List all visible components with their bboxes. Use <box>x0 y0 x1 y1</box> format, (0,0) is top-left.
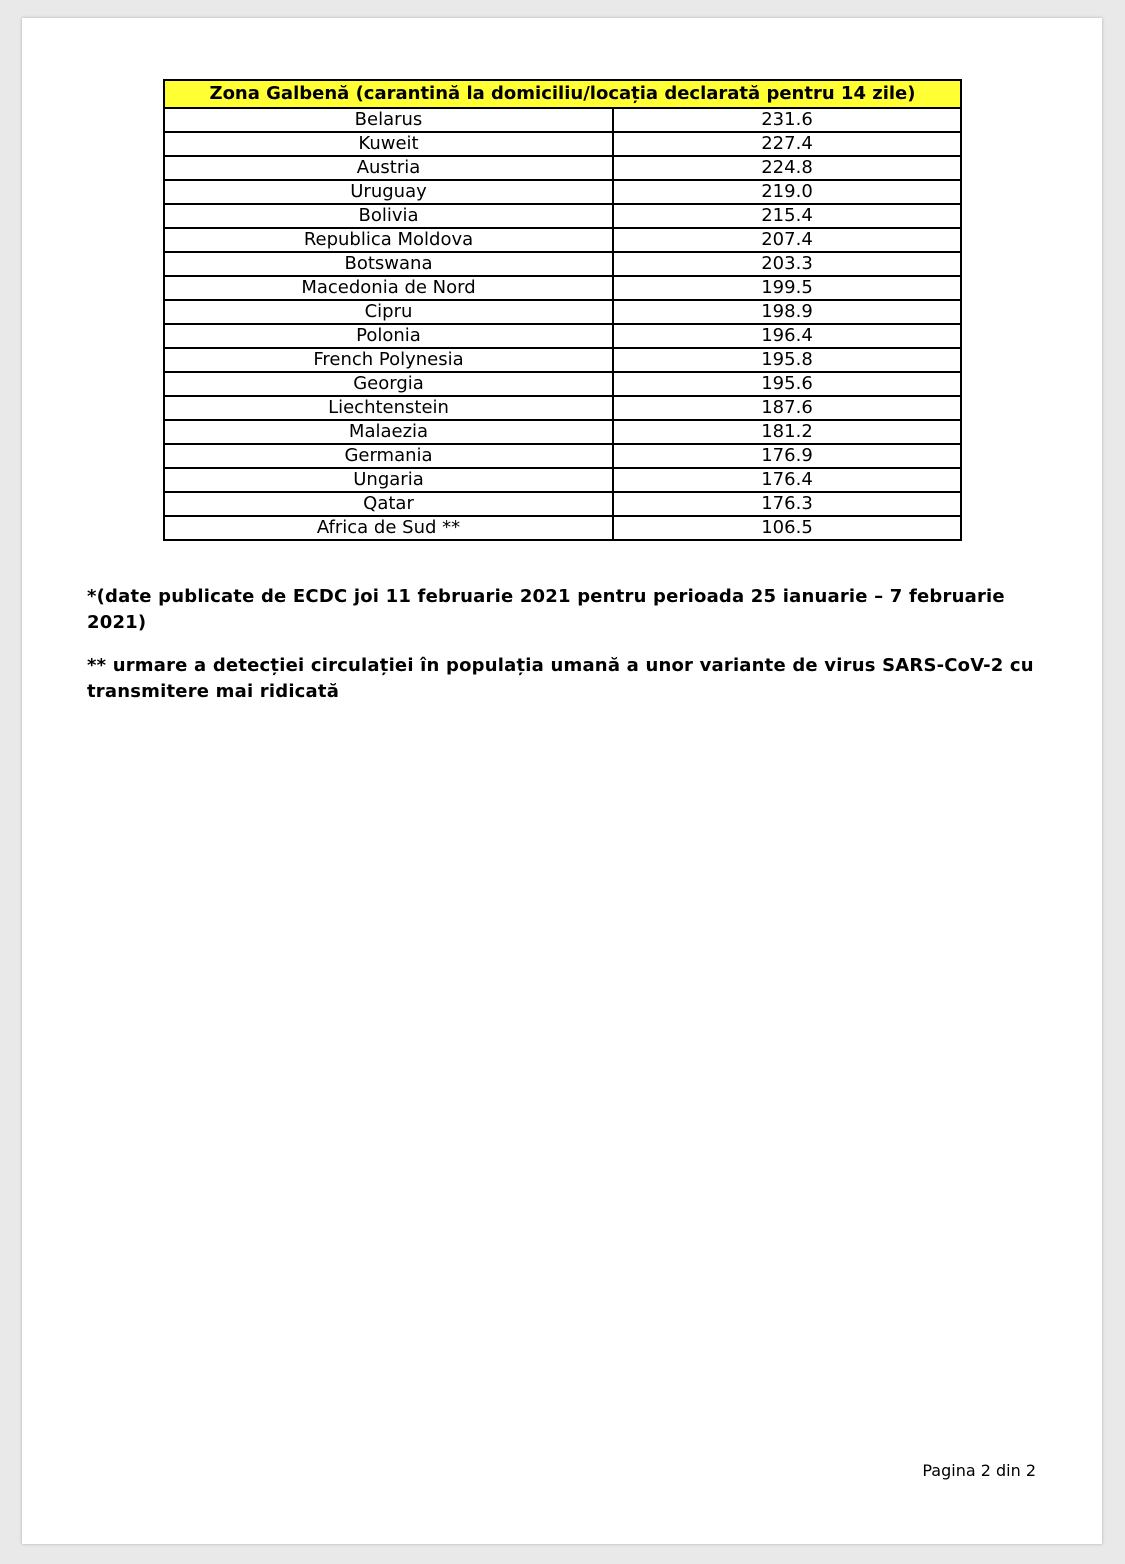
country-cell: Malaezia <box>164 420 613 444</box>
table-row <box>164 348 961 372</box>
incidence-value-cell: 195.8 <box>613 348 961 372</box>
yellow-zone-table <box>163 79 962 541</box>
document-page <box>22 18 1102 1544</box>
incidence-value-cell: 176.4 <box>613 468 961 492</box>
table-row <box>164 516 961 540</box>
country-cell: Polonia <box>164 324 613 348</box>
table-row <box>164 132 961 156</box>
table-header: Zona Galbenă (carantină la domiciliu/locația declarată pentru 14 zile) <box>164 80 961 108</box>
table-row <box>164 468 961 492</box>
country-cell: Macedonia de Nord <box>164 276 613 300</box>
table-header-row <box>164 80 961 108</box>
incidence-value-cell: 215.4 <box>613 204 961 228</box>
incidence-value-cell: 198.9 <box>613 300 961 324</box>
country-cell: Liechtenstein <box>164 396 613 420</box>
country-cell: Africa de Sud ** <box>164 516 613 540</box>
table-row <box>164 204 961 228</box>
country-cell: Austria <box>164 156 613 180</box>
country-cell: Ungaria <box>164 468 613 492</box>
variants-note: ** urmare a detecției circulației în populația umană a unor variante de virus SARS-CoV-2 cu transmitere mai ridicată <box>87 655 1034 702</box>
country-cell: Kuweit <box>164 132 613 156</box>
incidence-value-cell: 227.4 <box>613 132 961 156</box>
incidence-value-cell: 196.4 <box>613 324 961 348</box>
table-row <box>164 372 961 396</box>
country-cell: Uruguay <box>164 180 613 204</box>
country-cell: French Polynesia <box>164 348 613 372</box>
incidence-value-cell: 106.5 <box>613 516 961 540</box>
table-row <box>164 396 961 420</box>
country-cell: Bolivia <box>164 204 613 228</box>
country-cell: Botswana <box>164 252 613 276</box>
country-cell: Belarus <box>164 108 613 132</box>
incidence-value-cell: 219.0 <box>613 180 961 204</box>
incidence-value-cell: 181.2 <box>613 420 961 444</box>
table-row <box>164 108 961 132</box>
table-row <box>164 492 961 516</box>
country-cell: Germania <box>164 444 613 468</box>
incidence-value-cell: 176.3 <box>613 492 961 516</box>
incidence-value-cell: 195.6 <box>613 372 961 396</box>
table-body <box>164 108 961 540</box>
page-number: Pagina 2 din 2 <box>922 1461 1036 1480</box>
table-row <box>164 300 961 324</box>
table-row <box>164 420 961 444</box>
table-row <box>164 444 961 468</box>
table-row <box>164 324 961 348</box>
table-row <box>164 276 961 300</box>
incidence-value-cell: 176.9 <box>613 444 961 468</box>
ecdc-source-note: *(date publicate de ECDC joi 11 februarie 2021 pentru perioada 25 ianuarie – 7 februarie 2021) <box>87 586 1005 633</box>
country-cell: Cipru <box>164 300 613 324</box>
country-cell: Qatar <box>164 492 613 516</box>
incidence-value-cell: 224.8 <box>613 156 961 180</box>
country-cell: Republica Moldova <box>164 228 613 252</box>
incidence-value-cell: 231.6 <box>613 108 961 132</box>
table-row <box>164 156 961 180</box>
table-row <box>164 252 961 276</box>
table-row <box>164 180 961 204</box>
incidence-value-cell: 203.3 <box>613 252 961 276</box>
incidence-value-cell: 187.6 <box>613 396 961 420</box>
incidence-value-cell: 207.4 <box>613 228 961 252</box>
table-row <box>164 228 961 252</box>
incidence-value-cell: 199.5 <box>613 276 961 300</box>
country-cell: Georgia <box>164 372 613 396</box>
